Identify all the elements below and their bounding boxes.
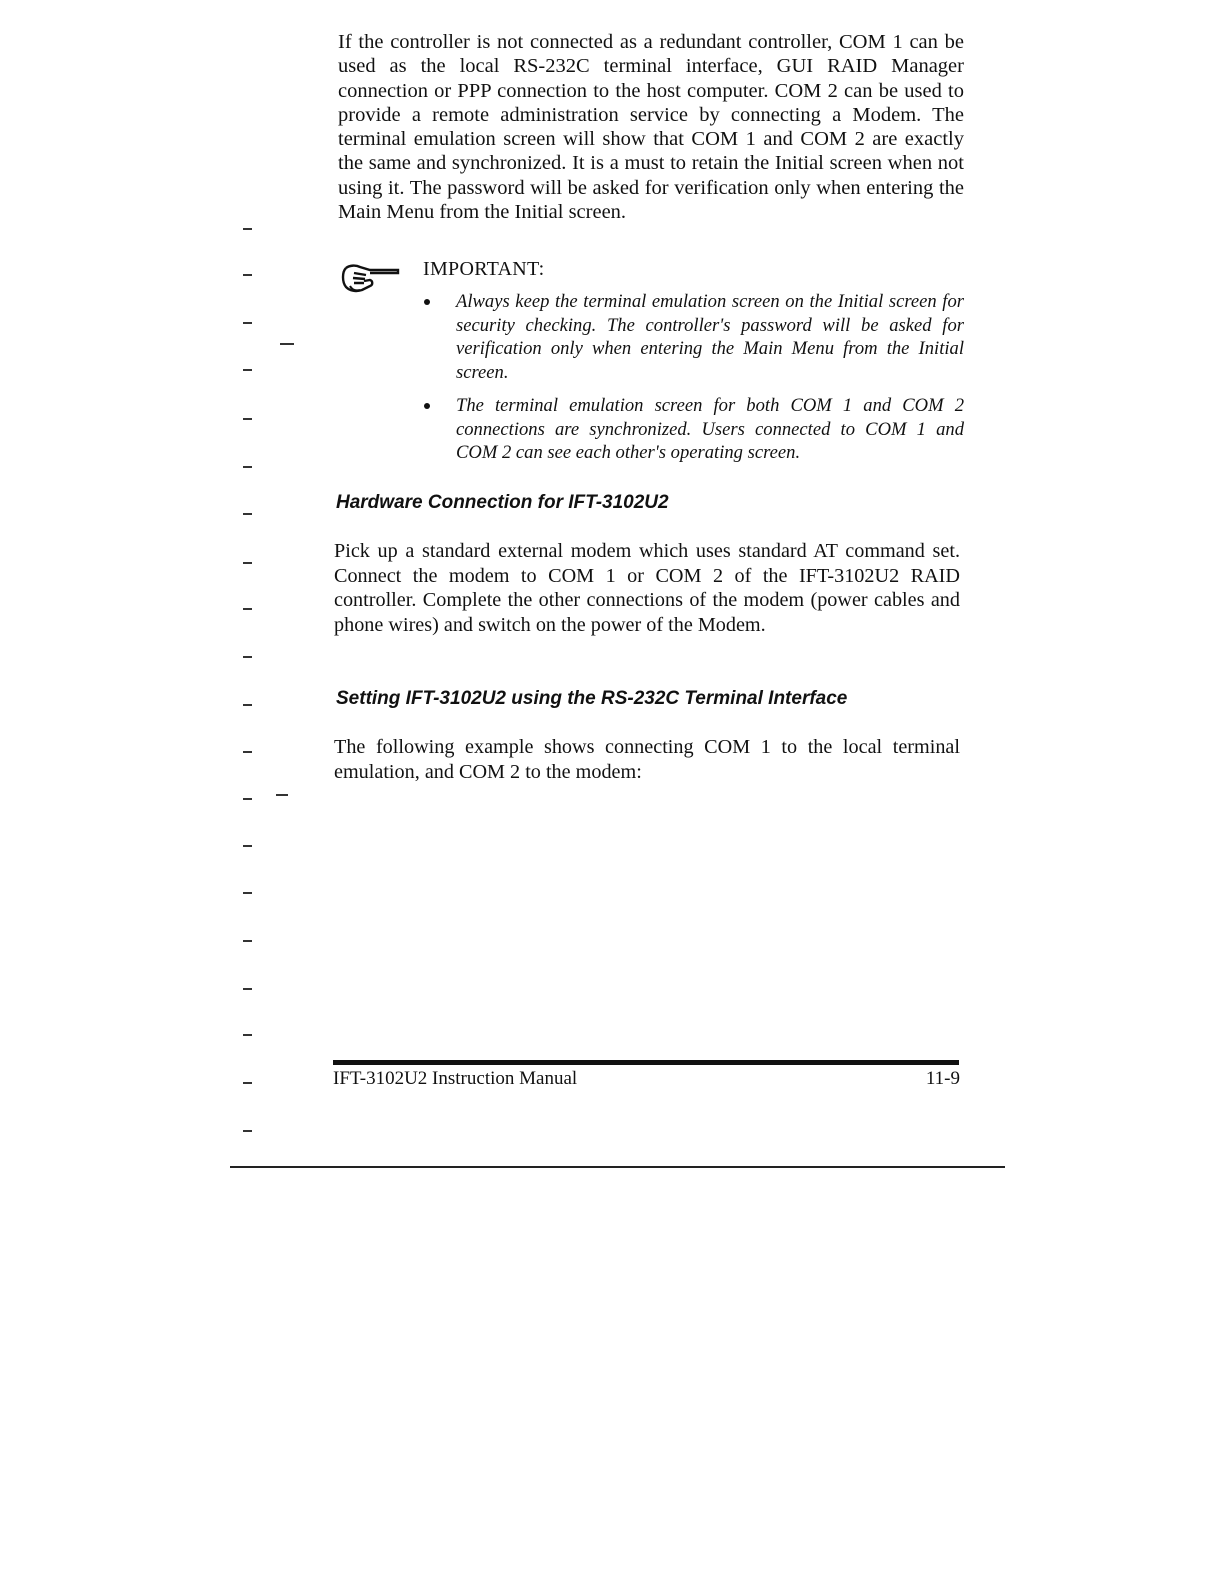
margin-mark [243, 1082, 252, 1084]
hardware-connection-paragraph: Pick up a standard external modem which uses standard AT command set. Connect the modem to COM 1 or COM 2 of the IFT-3102U2 RAID controller. Complete the other connections of the modem (power cables and phone wires) and switch on the power of the Modem. [334, 540, 960, 636]
margin-mark [243, 513, 252, 515]
margin-mark [243, 228, 252, 230]
footer-rule [333, 1060, 959, 1065]
margin-mark [243, 751, 252, 753]
margin-mark [243, 656, 252, 658]
bullet-icon [424, 403, 430, 409]
important-bullet-text: The terminal emulation screen for both COM 1 and COM 2 connections are synchronized. Users connected to COM 1 and COM 2 can see each other's operating screen. [456, 395, 964, 463]
margin-mark [243, 369, 252, 371]
margin-mark [243, 798, 252, 800]
important-bullet [420, 290, 964, 384]
footer-manual-title: IFT-3102U2 Instruction Manual [333, 1068, 578, 1089]
margin-mark [243, 562, 252, 564]
intro-paragraph: If the controller is not connected as a redundant controller, COM 1 can be used as the local RS-232C terminal interface, GUI RAID Manager connection or PPP connection to the host computer. COM 2 can be used to provide a remote administration service by connecting a Modem. The terminal emulation screen will show that COM 1 and COM 2 are exactly the same and synchronized. It is a must to retain the Initial screen when not using it. The password will be asked for verification only when entering the Main Menu from the Initial screen. [338, 31, 964, 224]
setting-heading: Setting IFT-3102U2 using the RS-232C Terminal Interface [336, 688, 848, 709]
margin-mark [243, 274, 252, 276]
margin-mark [276, 794, 288, 796]
page-bottom-rule [230, 1166, 1005, 1168]
important-bullet-text: Always keep the terminal emulation screen on the Initial screen for security checking. The controller's password will be asked for verification only when entering the Main Menu from the Initial screen. [456, 291, 964, 383]
margin-mark [280, 343, 294, 345]
margin-mark [243, 1034, 252, 1036]
important-title: IMPORTANT: [423, 258, 545, 280]
margin-mark [243, 418, 252, 420]
margin-mark [243, 466, 252, 468]
margin-mark [243, 845, 252, 847]
margin-mark [243, 322, 252, 324]
important-bullet [420, 394, 964, 465]
margin-mark [243, 940, 252, 942]
hardware-connection-heading: Hardware Connection for IFT-3102U2 [336, 492, 669, 513]
margin-mark [243, 704, 252, 706]
pointing-hand-icon [340, 258, 402, 296]
margin-mark [243, 608, 252, 610]
margin-mark [243, 988, 252, 990]
setting-paragraph: The following example shows connecting COM 1 to the local terminal emulation, and COM 2 to the modem: [334, 736, 960, 783]
margin-mark [243, 1130, 252, 1132]
margin-mark [243, 892, 252, 894]
important-bullet-list [420, 290, 964, 465]
footer-page-number: 11-9 [925, 1068, 960, 1089]
bullet-icon [424, 299, 430, 305]
